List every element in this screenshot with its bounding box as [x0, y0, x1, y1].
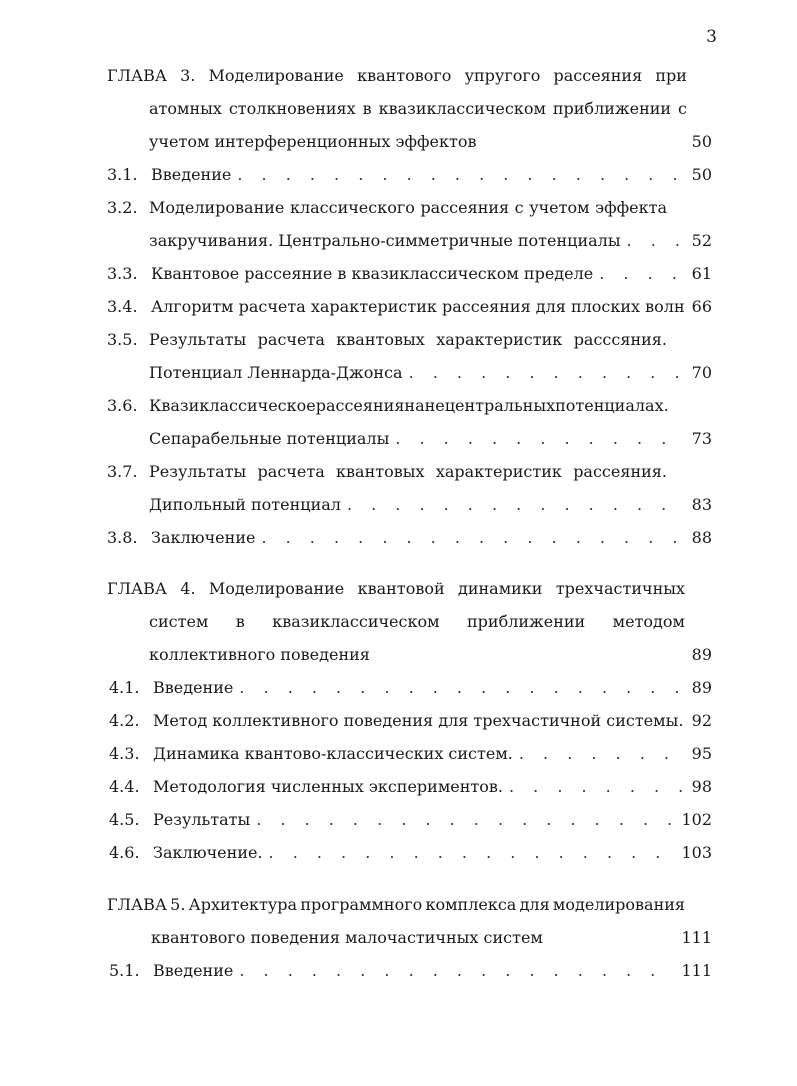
toc-entry-4-5[interactable] [109, 808, 712, 832]
chapter-heading-line-last [149, 130, 712, 154]
section-title-cont: Потенциал Леннарда-Джонса [149, 363, 403, 382]
dot-leader [599, 262, 681, 286]
toc-entry-3-6-cont [149, 427, 712, 451]
page-ref: 66 [691, 297, 712, 316]
dot-leader [519, 742, 682, 766]
section-title: Введение [153, 678, 234, 697]
page-ref: 102 [681, 810, 712, 829]
section-title-cont: Дипольный потенциал [149, 495, 341, 514]
dot-leader [237, 163, 681, 187]
toc-entry-3-5[interactable] [107, 328, 667, 352]
section-title-cont: Сепарабельные потенциалы [149, 429, 390, 448]
section-number: 5.1. [109, 961, 140, 980]
toc-entry-3-8[interactable] [107, 526, 712, 550]
page-ref: 50 [691, 165, 712, 184]
toc-entry-3-5-cont [149, 361, 712, 385]
toc-entry-3-2-cont [149, 229, 712, 253]
chapter-heading-line-last [149, 643, 712, 667]
page-ref: 61 [691, 264, 712, 283]
toc-entry-3-7[interactable] [107, 460, 667, 484]
toc-entry-3-2[interactable] [107, 196, 667, 220]
section-number: 4.4. [109, 777, 140, 796]
section-number: 3.4. [107, 297, 138, 316]
dot-leader [409, 361, 682, 385]
section-number: 3.5. [107, 330, 138, 349]
chapter-heading-line: атомных столкновениях в квазиклассическом приближении с [149, 99, 687, 118]
section-title: Введение [153, 961, 234, 980]
dot-leader [347, 493, 682, 517]
page-ref: 73 [691, 429, 712, 448]
section-number: 4.2. [109, 711, 140, 730]
chapter-heading-text: квантового поведения малочастичных систем [151, 928, 543, 947]
chapter-heading-text: учетом интерференционных эффектов [149, 132, 477, 151]
section-title: Методология численных экспериментов. [153, 777, 503, 796]
page-ref: 52 [691, 231, 712, 250]
page-ref: 111 [681, 928, 712, 947]
section-title: Заключение. [153, 843, 263, 862]
dot-leader [269, 841, 672, 865]
dot-leader [627, 229, 682, 253]
chapter-heading-line: ГЛАВА 5. Архитектура программного комплекса для моделирования [107, 895, 685, 914]
section-title: Введение [151, 165, 232, 184]
toc-entry-4-6[interactable] [109, 841, 712, 865]
toc-entry-4-1[interactable] [109, 676, 712, 700]
dot-leader [509, 775, 682, 799]
toc-entry-3-4[interactable] [107, 295, 712, 319]
section-number: 3.1. [107, 165, 138, 184]
toc-entry-3-7-cont [149, 493, 712, 517]
section-number: 4.6. [109, 843, 140, 862]
chapter-heading-text: коллективного поведения [149, 645, 370, 664]
section-title: Метод коллективного поведения для трехчастичной системы. [153, 711, 684, 730]
page-ref: 89 [691, 678, 712, 697]
section-number: 3.6. [107, 396, 138, 415]
section-title: Динамика квантово-классических систем. [153, 744, 513, 763]
page-number: 3 [706, 27, 717, 47]
section-title: Результаты расчета квантовых характеристик рассеяния. [149, 462, 667, 481]
chapter-heading-line: ГЛАВА 4. Моделирование квантовой динамики трехчастичных [107, 579, 685, 598]
section-number: 3.3. [107, 264, 138, 283]
toc-entry-4-4[interactable] [109, 775, 712, 799]
chapter-heading-line: ГЛАВА 3. Моделирование квантового упругого рассеяния при [107, 66, 687, 85]
page-ref: 88 [691, 528, 712, 547]
section-title: Квазиклассическое рассеяния на нецентральных потенциалах. [149, 396, 669, 415]
toc-entry-3-1[interactable] [107, 163, 712, 187]
page-ref: 95 [691, 744, 712, 763]
page-ref: 111 [681, 961, 712, 980]
section-title: Алгоритм расчета характеристик рассеяния для плоских волн [151, 297, 685, 316]
dot-leader [261, 526, 681, 550]
page-ref: 50 [691, 132, 712, 151]
dot-leader [239, 676, 681, 700]
page-ref: 103 [681, 843, 712, 862]
page-ref: 92 [691, 711, 712, 730]
toc-entry-3-3[interactable] [107, 262, 712, 286]
dot-leader [256, 808, 671, 832]
toc-entry-4-2[interactable] [109, 709, 712, 733]
toc-entry-3-6[interactable] [107, 394, 667, 418]
page-ref: 83 [691, 495, 712, 514]
page-ref: 98 [691, 777, 712, 796]
chapter-heading-line: систем в квазиклассическом приближении методом [149, 612, 685, 631]
section-title: Моделирование классического рассеяния с учетом эффекта [149, 198, 667, 217]
dot-leader [239, 959, 671, 983]
section-title: Результаты [153, 810, 251, 829]
section-title: Результаты расчета квантовых характеристик расссяния. [149, 330, 667, 349]
section-number: 4.1. [109, 678, 140, 697]
dot-leader [395, 427, 681, 451]
section-title: Заключение [151, 528, 256, 547]
section-number: 3.8. [107, 528, 138, 547]
section-number: 3.7. [107, 462, 138, 481]
section-title-cont: закручивания. Центрально-симметричные потенциалы [149, 231, 621, 250]
toc-entry-5-1[interactable] [109, 959, 712, 983]
page-ref: 70 [691, 363, 712, 382]
page-ref: 89 [691, 645, 712, 664]
chapter-heading-line-last [151, 926, 712, 950]
section-number: 3.2. [107, 198, 138, 217]
section-number: 4.3. [109, 744, 140, 763]
section-title: Квантовое рассеяние в квазиклассическом пределе [151, 264, 594, 283]
toc-entry-4-3[interactable] [109, 742, 712, 766]
section-number: 4.5. [109, 810, 140, 829]
